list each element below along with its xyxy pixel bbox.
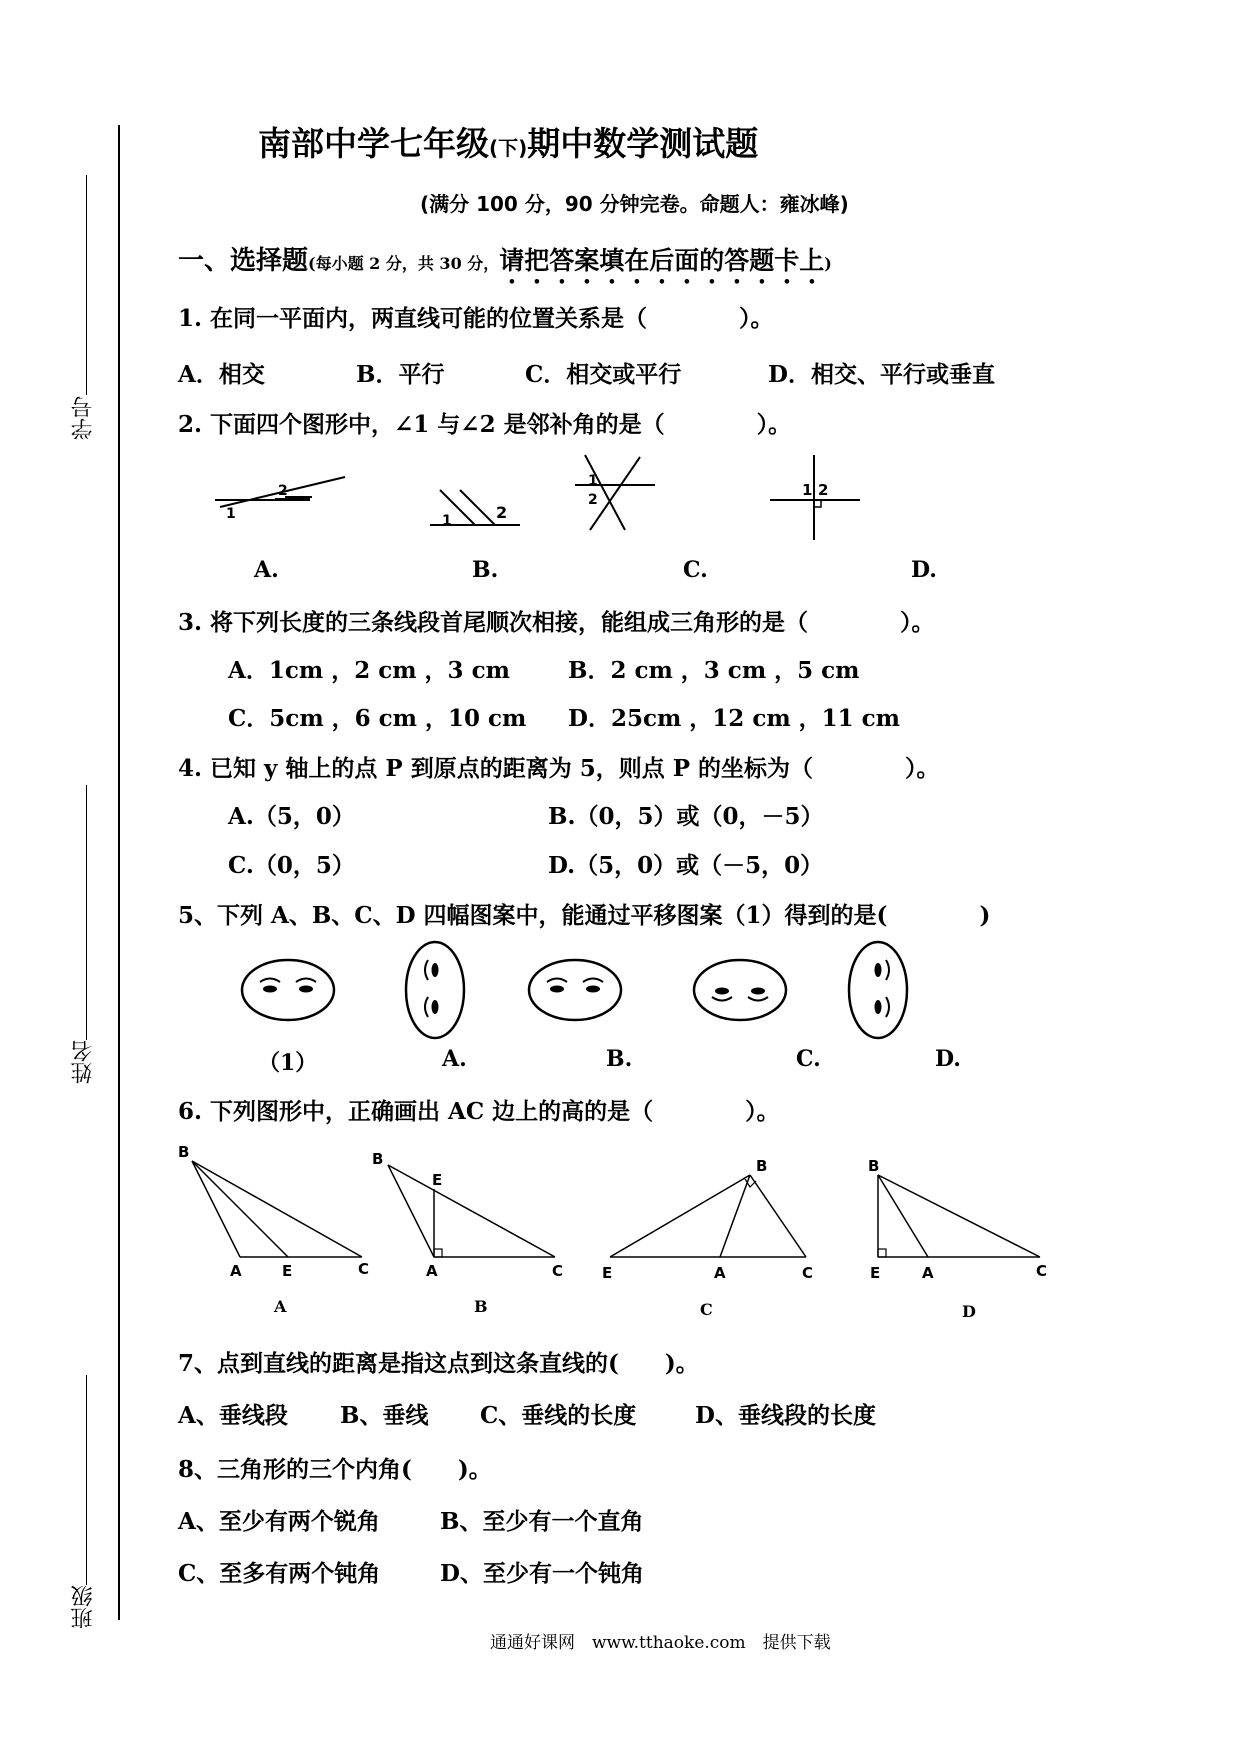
question-8: 8、三角形的三个内角( )。	[178, 1456, 492, 1483]
q5-label-a[interactable]: A.	[442, 1046, 467, 1072]
name-label: 姓名	[71, 1040, 96, 1084]
q6-a-point-a: A	[230, 1262, 242, 1280]
q6-label-a[interactable]: A	[274, 1297, 287, 1316]
q2-c-angle-2: 2	[588, 492, 598, 508]
q2-a-angle-1: 1	[226, 506, 236, 522]
q1-option-d[interactable]: D．相交、平行或垂直	[768, 361, 995, 388]
q6-figures	[170, 1135, 1070, 1295]
q3-option-c[interactable]: C．5cm ，6 cm ，10 cm	[228, 705, 527, 732]
q6-c-point-b: B	[756, 1157, 768, 1175]
question-5: 5、下列 A、B、C、D 四幅图案中，能通过平移图案（1）得到的是( )	[178, 902, 991, 929]
q3-option-d[interactable]: D．25cm ，12 cm ，11 cm	[568, 705, 901, 732]
q4-option-a[interactable]: A.（5，0）	[228, 803, 355, 830]
q2-figure-c	[575, 455, 655, 530]
q5-label-b[interactable]: B.	[606, 1046, 633, 1072]
q2-label-a[interactable]: A.	[254, 557, 279, 583]
q7-option-a[interactable]: A、垂线段	[178, 1402, 288, 1429]
q6-b-point-e: E	[432, 1171, 443, 1189]
q5-figure-b	[529, 960, 621, 1020]
q2-figures	[200, 445, 980, 545]
class-blank[interactable]	[86, 1375, 87, 1585]
q5-label-1: （1）	[258, 1050, 318, 1076]
q5-figure-a	[406, 942, 464, 1038]
q5-figure-1	[242, 960, 334, 1020]
q8-option-d[interactable]: D、至少有一个钝角	[440, 1560, 644, 1587]
q2-label-c[interactable]: C.	[683, 557, 708, 583]
q2-a-angle-2: 2	[278, 483, 288, 499]
binding-line	[118, 125, 120, 1620]
question-2: 2. 下面四个图形中，∠1 与∠2 是邻补角的是（ ）。	[178, 411, 792, 438]
question-3: 3. 将下列长度的三条线段首尾顺次相接，能组成三角形的是（ ）。	[178, 609, 935, 636]
q6-c-point-e: E	[602, 1264, 613, 1282]
q4-option-c[interactable]: C.（0，5）	[228, 852, 355, 879]
q5-label-c[interactable]: C.	[796, 1046, 821, 1072]
q8-option-a[interactable]: A、至少有两个锐角	[178, 1508, 380, 1535]
q2-label-d[interactable]: D.	[911, 557, 937, 583]
q5-figure-c	[694, 960, 786, 1020]
q6-figure-a	[178, 1143, 369, 1280]
q6-figure-c	[602, 1157, 813, 1282]
q6-label-c[interactable]: C	[700, 1300, 713, 1319]
q2-b-angle-1: 1	[442, 513, 452, 529]
subtitle: (满分 100 分，90 分钟完卷。命题人：雍冰峰)	[420, 192, 849, 216]
q5-figures	[230, 935, 950, 1045]
q6-a-point-b: B	[178, 1143, 190, 1161]
q7-option-b[interactable]: B、垂线	[340, 1402, 429, 1429]
section-note-emphasis: 请把答案填在后面的答题卡上	[499, 246, 825, 275]
question-4: 4. 已知 y 轴上的点 P 到原点的距离为 5，则点 P 的坐标为（ ）。	[178, 755, 940, 782]
student-id-label: 学号	[71, 396, 96, 440]
section-note: (每小题 2 分，共 30 分，	[308, 254, 500, 273]
q6-d-point-c: C	[1036, 1262, 1048, 1280]
q8-option-c[interactable]: C、至多有两个钝角	[178, 1560, 381, 1587]
q2-c-angle-1: 1	[588, 473, 598, 489]
name-blank[interactable]	[86, 785, 87, 1040]
q5-label-d[interactable]: D.	[935, 1046, 961, 1072]
section-note-close: )	[824, 254, 832, 273]
q1-option-a[interactable]: A．相交	[178, 361, 265, 388]
q6-label-b[interactable]: B	[474, 1297, 488, 1316]
q2-d-angle-1: 1	[802, 481, 813, 499]
title-sub: (下)	[489, 136, 528, 160]
q6-c-point-c: C	[802, 1264, 814, 1282]
q6-b-point-a: A	[426, 1262, 438, 1280]
q4-option-b[interactable]: B.（0，5）或（0，－5）	[548, 803, 824, 830]
q4-option-d[interactable]: D.（5，0）或（－5，0）	[548, 852, 824, 879]
q6-a-point-c: C	[358, 1260, 370, 1278]
q6-b-point-b: B	[372, 1150, 384, 1168]
question-1: 1. 在同一平面内，两直线可能的位置关系是（ ）。	[178, 305, 774, 332]
q6-figure-b	[372, 1150, 563, 1280]
q2-figure-d	[770, 455, 860, 540]
q1-option-c[interactable]: C．相交或平行	[525, 361, 682, 388]
q7-option-d[interactable]: D、垂线段的长度	[695, 1402, 876, 1429]
page-title	[258, 118, 758, 165]
q2-figure-b	[430, 490, 520, 529]
q8-option-b[interactable]: B、至少有一个直角	[440, 1508, 644, 1535]
q6-label-d[interactable]: D	[962, 1302, 976, 1321]
q2-label-b[interactable]: B.	[472, 557, 499, 583]
q6-b-point-c: C	[552, 1262, 564, 1280]
student-id-blank[interactable]	[86, 175, 87, 395]
q6-d-point-e: E	[870, 1264, 881, 1282]
q2-figure-a	[215, 477, 345, 522]
q6-d-point-b: B	[868, 1157, 880, 1175]
q1-option-b[interactable]: B．平行	[356, 361, 445, 388]
question-6: 6. 下列图形中，正确画出 AC 边上的高的是（ ）。	[178, 1098, 780, 1125]
q6-d-point-a: A	[922, 1264, 934, 1282]
q6-c-point-a: A	[714, 1264, 726, 1282]
section-title: 一、选择题	[178, 246, 309, 276]
q3-option-a[interactable]: A．1cm ，2 cm ，3 cm	[228, 657, 510, 684]
q2-b-angle-2: 2	[496, 503, 508, 522]
title-end: 期中数学测试题	[527, 124, 759, 163]
footer: 通通好课网 www.tthaoke.com 提供下载	[490, 1633, 831, 1653]
q6-a-point-e: E	[282, 1262, 293, 1280]
class-label: 班级	[71, 1585, 96, 1629]
section-heading	[178, 240, 832, 290]
q5-figure-d	[849, 942, 907, 1038]
q6-figure-d	[868, 1157, 1047, 1282]
q3-option-b[interactable]: B．2 cm ，3 cm ，5 cm	[568, 657, 860, 684]
q7-option-c[interactable]: C、垂线的长度	[480, 1402, 637, 1429]
question-7: 7、点到直线的距离是指这点到这条直线的( )。	[178, 1350, 699, 1377]
title-main: 南部中学七年级	[258, 124, 489, 163]
q2-d-angle-2: 2	[818, 481, 829, 499]
